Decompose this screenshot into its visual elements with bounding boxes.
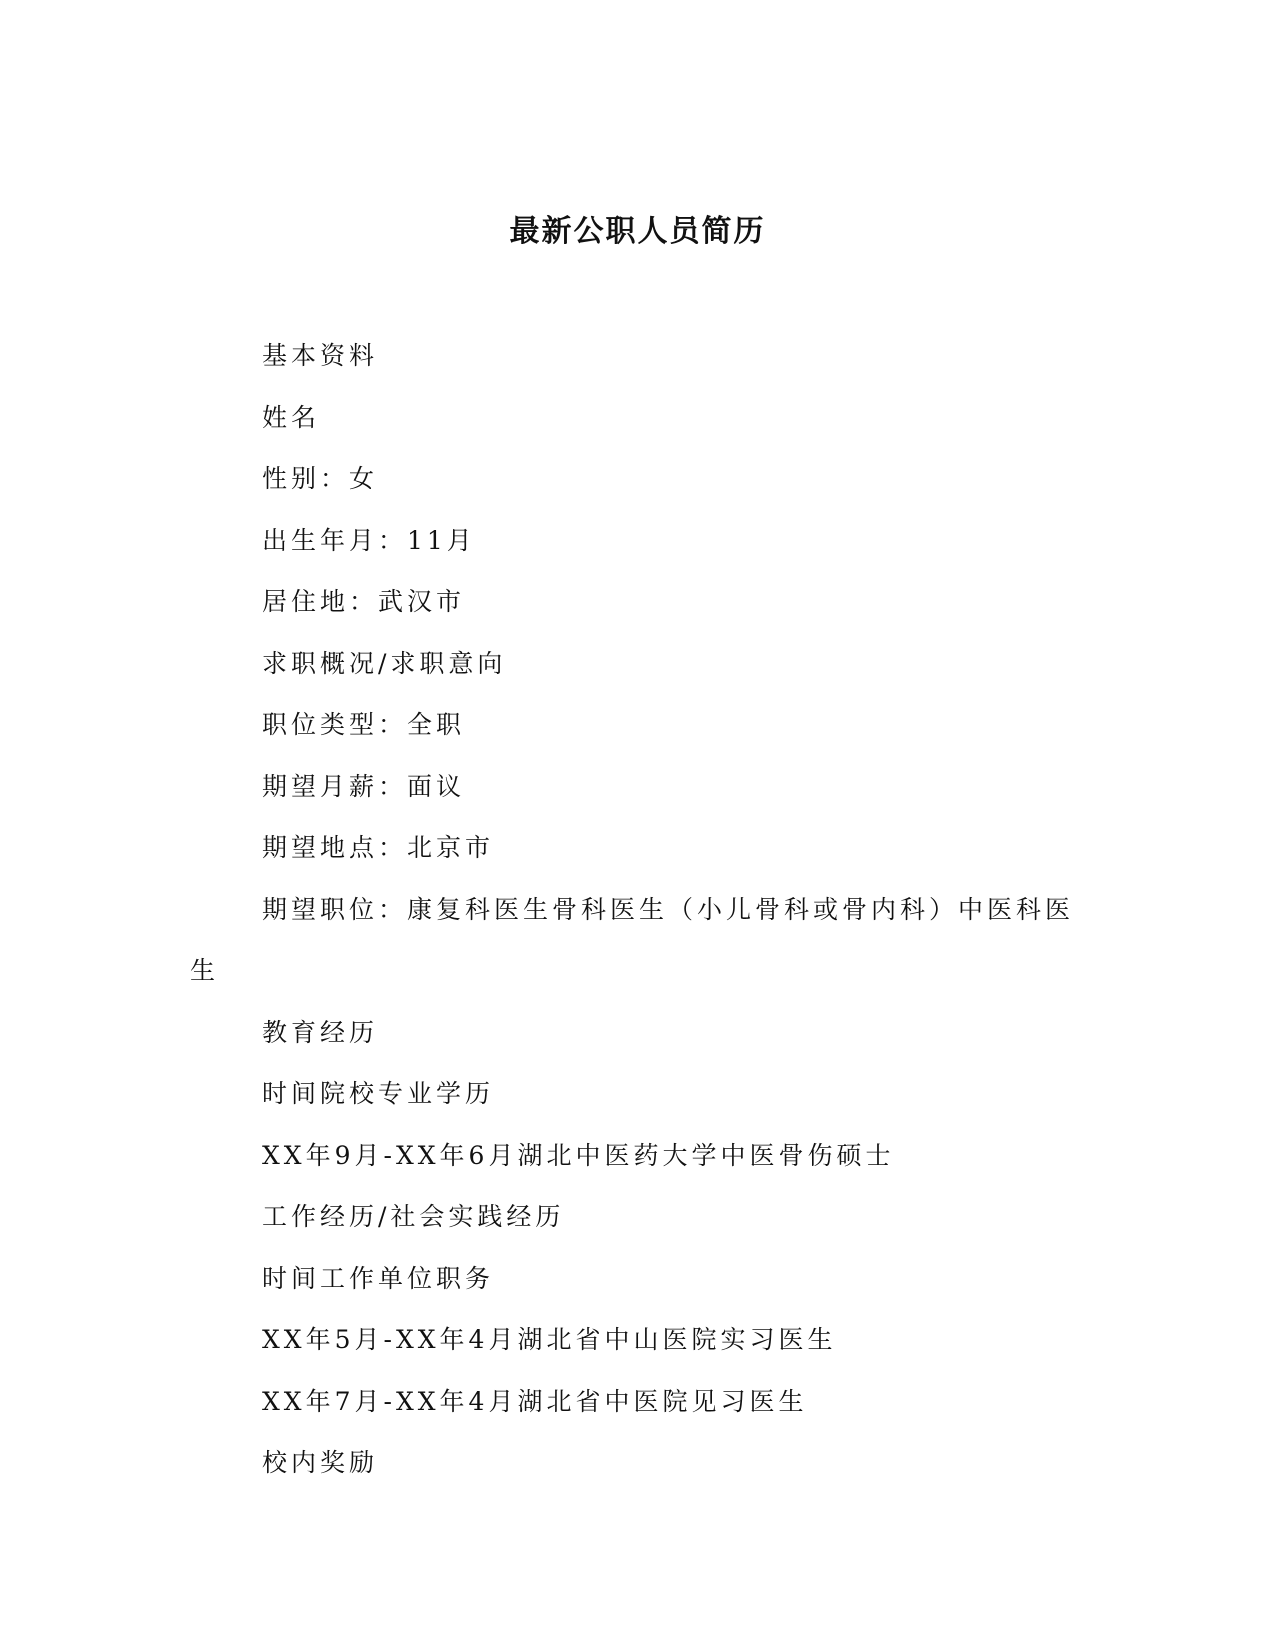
section-heading-work-experience: 工作经历/社会实践经历 <box>262 1202 565 1231</box>
document-body <box>190 325 1080 1494</box>
section-heading-basic-info: 基本资料 <box>262 341 379 370</box>
work-entry: XX年5月-XX年4月湖北省中山医院实习医生 <box>262 1325 837 1354</box>
field-gender: 性别：女 <box>262 464 379 493</box>
field-residence: 居住地：武汉市 <box>262 587 466 616</box>
education-entry: XX年9月-XX年6月湖北中医药大学中医骨伤硕士 <box>262 1140 895 1170</box>
field-job-type: 职位类型：全职 <box>262 710 466 739</box>
field-birth-date: 出生年月：11月 <box>262 525 476 555</box>
section-heading-awards: 校内奖励 <box>262 1448 379 1477</box>
work-entry: XX年7月-XX年4月湖北省中医院见习医生 <box>262 1386 808 1416</box>
document-title: 最新公职人员简历 <box>509 214 766 249</box>
field-expected-location: 期望地点：北京市 <box>262 833 495 862</box>
section-heading-job-intent: 求职概况/求职意向 <box>262 648 507 678</box>
field-expected-position: 期望职位：康复科医生骨科医生（小儿骨科或骨内科）中医科医生 <box>190 894 1075 985</box>
field-expected-salary: 期望月薪：面议 <box>262 771 466 801</box>
field-name: 姓名 <box>262 402 321 432</box>
section-heading-education: 教育经历 <box>262 1017 379 1047</box>
education-table-header: 时间院校专业学历 <box>262 1079 495 1108</box>
work-table-header: 时间工作单位职务 <box>262 1263 495 1293</box>
